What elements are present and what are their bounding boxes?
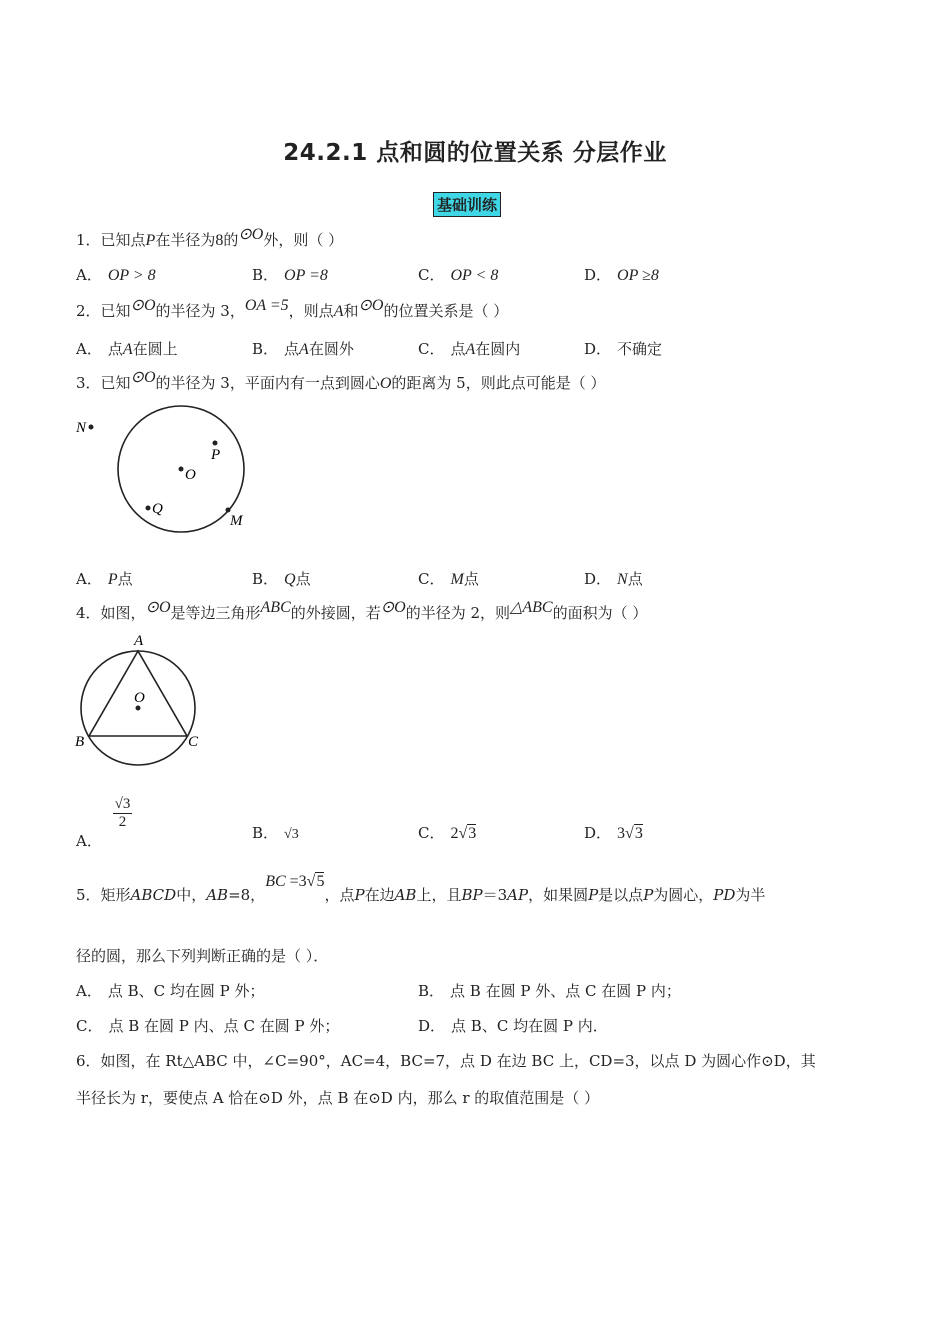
sqrt-symbol: √: [306, 873, 316, 890]
q4-text: 是等边三角形: [170, 604, 261, 622]
label-c: C: [188, 734, 199, 750]
q5-text: 在边: [364, 886, 395, 904]
page-title: 24.2.1 点和圆的位置关系 分层作业: [283, 140, 667, 166]
q2-text: 的半径为 3，: [155, 302, 245, 320]
q5-var: BP: [461, 886, 483, 904]
q1-option-c[interactable]: [418, 264, 498, 285]
point-p: [213, 441, 218, 446]
option-label: B．: [252, 340, 279, 358]
q4-circle-symbol: ⊙O: [145, 599, 171, 616]
option-expr: OP > 8: [107, 267, 156, 284]
q1-var-p: P: [145, 232, 156, 249]
q4-text: 的面积为（ ）: [552, 604, 648, 622]
q1-number: 8: [215, 232, 224, 249]
q5-text: 是以点: [598, 886, 644, 904]
option-text: 不确定: [617, 340, 663, 358]
option-text: 点: [627, 570, 643, 588]
q1-text: 的: [223, 231, 239, 249]
option-var: Q: [284, 571, 296, 588]
q5-option-c[interactable]: [76, 1015, 339, 1036]
option-label: D．: [584, 570, 612, 588]
option-label: C．: [418, 266, 445, 284]
q3-figure: [70, 398, 260, 538]
q4-text: 4．如图，: [76, 604, 146, 622]
option-label: C．: [418, 824, 445, 842]
q5-text: ＝3: [482, 886, 508, 904]
option-label: A．: [76, 340, 102, 358]
q3-option-b[interactable]: [252, 568, 311, 589]
q5-text: =8，: [228, 886, 266, 904]
q3-text: 的距离为 5，则此点可能是（ ）: [391, 374, 606, 392]
option-label: D．: [584, 266, 612, 284]
q5-var: AB: [394, 886, 417, 904]
q4-triangle: △ABC: [510, 599, 553, 616]
label-b: B: [75, 734, 85, 750]
point-n: [89, 425, 94, 430]
q1-text: 外，则（ ）: [263, 231, 344, 249]
option-text: 点: [117, 570, 133, 588]
option-label: D．: [584, 824, 612, 842]
q4-option-d[interactable]: [584, 822, 643, 843]
option-label: B．: [418, 982, 445, 1000]
question-6-line-1: 6．如图，在 Rt△ABC 中，∠C=90°，AC=4，BC=7，点 D 在边 BC 上，CD=3，以点 D 为圆心作⊙D，其: [76, 1052, 816, 1070]
label-o: O: [185, 467, 196, 483]
option-label: A．: [76, 831, 102, 850]
q5-var: P: [354, 886, 365, 904]
option-expr: OP =8: [284, 267, 328, 284]
q2-expr: OA =5: [244, 297, 289, 314]
option-fraction: [113, 796, 133, 831]
q5-var: PD: [713, 886, 736, 904]
option-label: C．: [418, 340, 445, 358]
option-label: C．: [418, 570, 445, 588]
q5-option-b[interactable]: [418, 980, 681, 1001]
question-2: [76, 297, 509, 321]
q1-text: 1．已知点: [76, 231, 146, 249]
q4-var-abc: ABC: [260, 599, 291, 616]
question-5: [76, 873, 766, 905]
q5-var: AP: [507, 886, 529, 904]
q5-bc-expr: [265, 872, 324, 890]
option-label: A．: [76, 982, 102, 1000]
q5-var: P: [643, 886, 654, 904]
sqrt-symbol: √: [458, 825, 468, 842]
q2-option-b[interactable]: [252, 338, 354, 359]
q2-option-c[interactable]: [418, 338, 520, 359]
option-var: P: [107, 571, 118, 588]
q3-option-d[interactable]: [584, 568, 643, 589]
q3-text: 3．已知: [76, 374, 131, 392]
option-coef: 2: [450, 825, 459, 842]
option-label: B．: [252, 824, 279, 842]
q3-option-c[interactable]: [418, 568, 479, 589]
q5-var: P: [588, 886, 599, 904]
q5-line-2: 径的圆，那么下列判断正确的是（ ）．: [76, 947, 329, 965]
option-var: N: [617, 571, 628, 588]
option-text: 点: [463, 570, 479, 588]
option-text: 点 B 在圆 P 内、点 C 在圆 P 外；: [108, 1017, 340, 1035]
q2-circle-symbol: ⊙O: [358, 297, 384, 314]
option-text: 点 B 在圆 P 外、点 C 在圆 P 内；: [450, 982, 681, 1000]
label-n: N: [76, 420, 87, 436]
label-p: P: [211, 447, 221, 463]
q2-option-d[interactable]: [584, 338, 662, 359]
option-text: 点: [450, 340, 466, 358]
option-text: 在圆上: [132, 340, 178, 358]
option-text: 点: [107, 340, 123, 358]
option-label: C．: [76, 1017, 103, 1035]
label-m: M: [230, 513, 243, 529]
question-3: [76, 369, 606, 393]
label-o: O: [134, 690, 145, 706]
q4-option-c[interactable]: [418, 822, 476, 843]
q4-circle-symbol: ⊙O: [380, 599, 406, 616]
q4-text: 的外接圆，若: [290, 604, 381, 622]
q5-var: BC: [265, 873, 286, 890]
section-label: 基础训练: [433, 192, 501, 217]
question-6-line-2: 半径长为 r，要使点 A 恰在⊙D 外，点 B 在⊙D 内，那么 r 的取值范围是（ ）: [76, 1089, 600, 1107]
q4-option-a[interactable]: [76, 796, 132, 850]
q5-text: 上，且: [416, 886, 462, 904]
option-radicand: 3: [634, 825, 643, 842]
q4-text: 的半径为 2，则: [405, 604, 511, 622]
q5-var: AB: [206, 886, 229, 904]
option-var: A: [465, 341, 476, 358]
q2-circle-symbol: ⊙O: [130, 297, 156, 314]
option-text: 在圆内: [475, 340, 521, 358]
question-4: [76, 599, 648, 623]
q1-option-d[interactable]: [584, 264, 659, 285]
q5-text: ，如果圆: [528, 886, 589, 904]
q5-radicand: 5: [316, 873, 325, 890]
q4-option-b[interactable]: [252, 822, 299, 843]
q5-eq: =3: [285, 873, 307, 890]
fraction-numerator: √3: [114, 796, 131, 812]
fraction-denominator: 2: [118, 814, 127, 830]
option-label: A．: [76, 570, 102, 588]
option-label: B．: [252, 266, 279, 284]
q1-text: 在半径为: [155, 231, 216, 249]
q2-text: ，则点: [288, 302, 334, 320]
q5-option-a[interactable]: [76, 980, 265, 1001]
q5-text: 为圆心，: [653, 886, 714, 904]
label-a: A: [134, 633, 144, 649]
q2-text: 2．已知: [76, 302, 131, 320]
q3-circle-symbol: ⊙O: [130, 369, 156, 386]
q5-var: ABCD: [130, 886, 177, 904]
option-var: A: [122, 341, 133, 358]
label-q: Q: [152, 501, 163, 517]
option-text: 点: [295, 570, 311, 588]
option-radicand: 3: [468, 825, 477, 842]
option-text: 点: [284, 340, 300, 358]
option-label: B．: [252, 570, 279, 588]
q2-option-a[interactable]: [76, 338, 178, 359]
sqrt-symbol: √: [625, 825, 634, 842]
q3-var-o: O: [379, 375, 392, 392]
q5-text: ，点: [324, 886, 355, 904]
option-coef: 3: [617, 825, 626, 842]
q3-option-a[interactable]: [76, 568, 133, 589]
option-label: A．: [76, 266, 102, 284]
q5-text: 为半: [735, 886, 766, 904]
q5-text: 中，: [176, 886, 207, 904]
q5-text: 5．矩形: [76, 886, 131, 904]
point-o: [136, 706, 141, 711]
point-q: [146, 506, 151, 511]
option-var: A: [299, 341, 309, 358]
q2-text: 的位置关系是（ ）: [383, 302, 509, 320]
q1-option-b[interactable]: [252, 264, 328, 285]
q1-option-a[interactable]: [76, 264, 156, 285]
option-label: D．: [584, 340, 612, 358]
q5-option-d[interactable]: [418, 1015, 608, 1036]
option-label: D．: [418, 1017, 446, 1035]
q3-text: 的半径为 3，平面内有一点到圆心: [155, 374, 380, 392]
option-text: 点 B、C 均在圆 P 外；: [107, 982, 265, 1000]
option-text: 点 B、C 均在圆 P 内．: [451, 1017, 608, 1035]
option-expr: √3: [284, 827, 299, 842]
q4-figure: [70, 630, 210, 770]
point-o: [179, 467, 184, 472]
option-expr: OP ≥8: [617, 267, 659, 284]
point-m: [226, 508, 231, 513]
q2-var-a: A: [333, 303, 344, 320]
q1-circle-symbol: ⊙O: [238, 226, 264, 243]
option-text: 在圆外: [308, 340, 354, 358]
option-var: M: [450, 571, 464, 588]
option-expr: OP < 8: [450, 267, 499, 284]
question-1: [76, 226, 344, 250]
q2-text: 和: [343, 302, 359, 320]
